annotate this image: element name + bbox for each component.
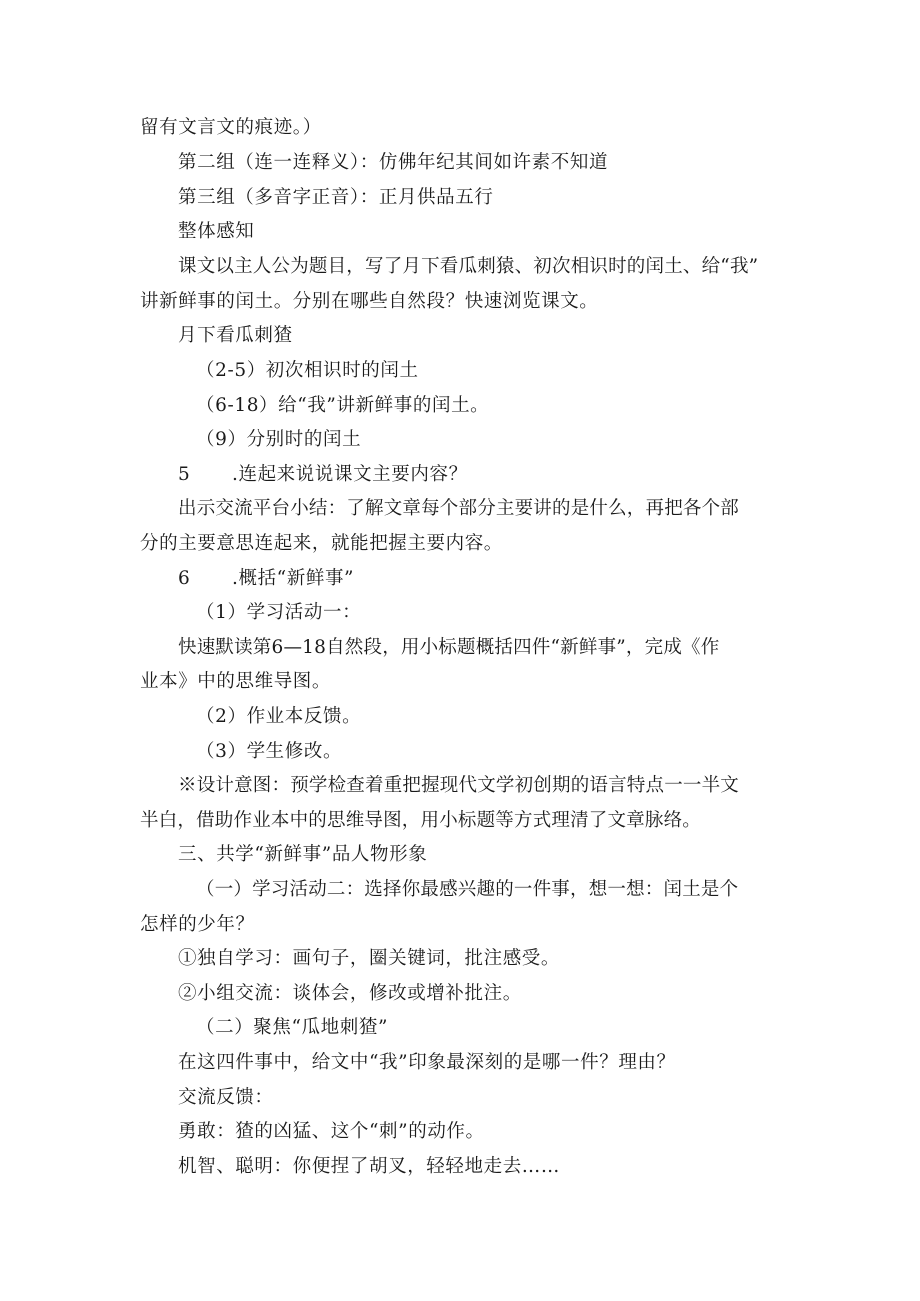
text-line: 第三组（多音字正音）：正月供品五行 xyxy=(178,187,494,208)
text-line: （6-18）给“我”讲新鲜事的闰土。 xyxy=(196,395,490,416)
text-line: 分的主要意思连起来，就能把握主要内容。 xyxy=(140,533,503,554)
text-line: 勇敢：猹的凶猛、这个“刺”的动作。 xyxy=(178,1121,485,1142)
section-heading: 整体感知 xyxy=(178,221,255,242)
text-line: 讲新鲜事的闰土。分别在哪些自然段？快速浏览课文。 xyxy=(140,291,599,312)
text-line: 留有文言文的痕迹。） xyxy=(140,117,322,138)
numbered-item xyxy=(178,567,354,591)
text-line: （9）分别时的闰土 xyxy=(196,429,362,450)
text-line: 课文以主人公为题目，写了月下看瓜刺猿、初次相识时的闰土、给“我” xyxy=(178,256,759,277)
item-text: .概括“新鲜事” xyxy=(232,568,355,589)
text-line: 月下看瓜刺猹 xyxy=(178,325,293,346)
text-line: （3）学生修改。 xyxy=(196,741,343,762)
text-line: （2）作业本反馈。 xyxy=(196,706,362,727)
text-line: 快速默读第6—18自然段，用小标题概括四件“新鲜事”，完成《作 xyxy=(178,637,720,658)
section-heading: 三、共学“新鲜事”品人物形象 xyxy=(178,844,428,865)
text-line: 在这四件事中，给文中“我”印象最深刻的是哪一件？理由？ xyxy=(178,1052,676,1073)
text-line: 业本》中的思维导图。 xyxy=(140,671,332,692)
text-line: 出示交流平台小结：了解文章每个部分主要讲的是什么，再把各个部 xyxy=(178,498,740,519)
text-line: ※设计意图：预学检查着重把握现代文学初创期的语言特点一一半文 xyxy=(178,775,740,796)
item-number: 6 xyxy=(178,568,191,589)
text-line: （二）聚焦“瓜地刺猹” xyxy=(196,1017,389,1038)
text-line: 第二组（连一连释义）：仿佛年纪其间如许素不知道 xyxy=(178,152,609,173)
text-line: 半白，借助作业本中的思维导图，用小标题等方式理清了文章脉络。 xyxy=(140,810,702,831)
text-line: ②小组交流：谈体会，修改或增补批注。 xyxy=(178,983,522,1004)
text-line: （2-5）初次相识时的闰土 xyxy=(196,360,419,381)
text-line: 机智、聪明：你便捏了胡叉，轻轻地走去…… xyxy=(178,1156,561,1177)
numbered-item xyxy=(178,463,468,487)
text-line: （1）学习活动一： xyxy=(196,602,362,623)
text-line: 怎样的少年？ xyxy=(140,914,255,935)
item-text: .连起来说说课文主要内容？ xyxy=(232,464,468,485)
text-line: （一）学习活动二：选择你最感兴趣的一件事，想一想：闰土是个 xyxy=(196,879,739,900)
item-number: 5 xyxy=(178,464,191,485)
text-line: ①独自学习：画句子，圈关键词，批注感受。 xyxy=(178,948,561,969)
text-line: 交流反馈： xyxy=(178,1087,274,1108)
